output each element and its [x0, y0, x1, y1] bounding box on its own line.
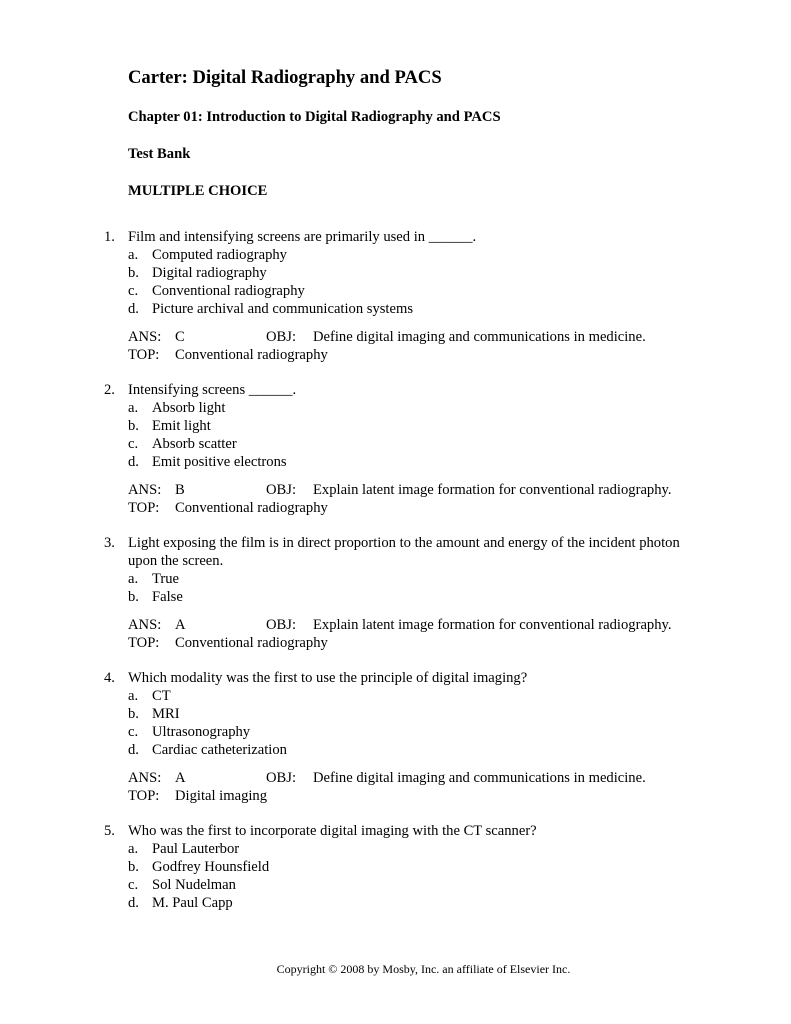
- option-text: Emit light: [152, 418, 211, 434]
- option-c: [0, 282, 791, 300]
- answer-value: C: [175, 329, 185, 345]
- option-text: Absorb light: [152, 400, 226, 416]
- question-text: Who was the first to incorporate digital imaging with the CT scanner?: [128, 823, 537, 839]
- option-letter: b.: [128, 859, 139, 875]
- top-label: TOP:: [128, 500, 160, 516]
- obj-label: OBJ:: [266, 329, 297, 345]
- option-letter: d.: [128, 454, 139, 470]
- option-text: Cardiac catheterization: [152, 742, 287, 758]
- question-text: Light exposing the film is in direct proportion to the amount and energy of the incident photon: [128, 535, 680, 551]
- question-2: [0, 381, 791, 517]
- option-letter: a.: [128, 841, 139, 857]
- topic-value: Digital imaging: [175, 788, 268, 804]
- question-text: Film and intensifying screens are primarily used in ______.: [128, 229, 477, 245]
- answer-value: A: [175, 617, 186, 633]
- option-text: CT: [152, 688, 171, 704]
- option-text: MRI: [152, 706, 180, 722]
- option-text: Picture archival and communication systems: [152, 301, 413, 317]
- option-text: Ultrasonography: [152, 724, 251, 740]
- answer-line: [0, 616, 791, 634]
- question-4: [0, 669, 791, 805]
- option-text: Paul Lauterbor: [152, 841, 240, 857]
- option-letter: c.: [128, 436, 139, 452]
- section-heading: MULTIPLE CHOICE: [128, 183, 268, 199]
- topic-line: [0, 634, 791, 652]
- obj-label: OBJ:: [266, 617, 297, 633]
- option-b: [0, 588, 791, 606]
- option-a: [0, 246, 791, 264]
- option-letter: a.: [128, 688, 139, 704]
- question-1: [0, 228, 791, 364]
- option-text: Computed radiography: [152, 247, 287, 263]
- ans-label: ANS:: [128, 482, 162, 498]
- answer-line: [0, 481, 791, 499]
- objective-value: Define digital imaging and communications in medicine.: [313, 770, 646, 786]
- topic-value: Conventional radiography: [175, 347, 328, 363]
- option-c: [0, 435, 791, 453]
- option-text: Emit positive electrons: [152, 454, 287, 470]
- option-letter: b.: [128, 589, 139, 605]
- answer-value: A: [175, 770, 186, 786]
- objective-value: Define digital imaging and communications in medicine.: [313, 329, 646, 345]
- option-letter: d.: [128, 742, 139, 758]
- option-a: [0, 687, 791, 705]
- top-label: TOP:: [128, 635, 160, 651]
- option-text: Godfrey Hounsfield: [152, 859, 270, 875]
- option-d: [0, 300, 791, 318]
- question-number: 2.: [104, 382, 115, 398]
- ans-label: ANS:: [128, 329, 162, 345]
- option-letter: a.: [128, 400, 139, 416]
- option-letter: b.: [128, 706, 139, 722]
- option-b: [0, 705, 791, 723]
- top-label: TOP:: [128, 788, 160, 804]
- question-3: [0, 534, 791, 652]
- question-number: 4.: [104, 670, 115, 686]
- topic-line: [0, 346, 791, 364]
- objective-value: Explain latent image formation for conventional radiography.: [313, 617, 672, 633]
- topic-value: Conventional radiography: [175, 500, 328, 516]
- ans-label: ANS:: [128, 617, 162, 633]
- option-letter: c.: [128, 724, 139, 740]
- answer-value: B: [175, 482, 185, 498]
- option-text: Sol Nudelman: [152, 877, 236, 893]
- topic-line: [0, 499, 791, 517]
- option-text: Digital radiography: [152, 265, 267, 281]
- option-letter: a.: [128, 247, 139, 263]
- question-text-continued: upon the screen.: [128, 553, 224, 569]
- copyright-footer: Copyright © 2008 by Mosby, Inc. an affiliate of Elsevier Inc.: [276, 962, 571, 976]
- question-number: 1.: [104, 229, 115, 245]
- question-text: Which modality was the first to use the principle of digital imaging?: [128, 670, 528, 686]
- option-b: [0, 417, 791, 435]
- option-text: M. Paul Capp: [152, 895, 233, 911]
- option-b: [0, 858, 791, 876]
- option-letter: d.: [128, 895, 139, 911]
- question-text: Intensifying screens ______.: [128, 382, 297, 398]
- option-a: [0, 399, 791, 417]
- question-number: 3.: [104, 535, 115, 551]
- option-text: Conventional radiography: [152, 283, 305, 299]
- option-letter: c.: [128, 877, 139, 893]
- option-letter: a.: [128, 571, 139, 587]
- option-d: [0, 741, 791, 759]
- option-text: Absorb scatter: [152, 436, 237, 452]
- topic-value: Conventional radiography: [175, 635, 328, 651]
- option-letter: c.: [128, 283, 139, 299]
- option-c: [0, 876, 791, 894]
- obj-label: OBJ:: [266, 482, 297, 498]
- option-a: [0, 840, 791, 858]
- option-letter: b.: [128, 418, 139, 434]
- objective-value: Explain latent image formation for conventional radiography.: [313, 482, 672, 498]
- option-text: True: [152, 571, 180, 587]
- option-a: [0, 570, 791, 588]
- top-label: TOP:: [128, 347, 160, 363]
- option-letter: d.: [128, 301, 139, 317]
- answer-line: [0, 328, 791, 346]
- ans-label: ANS:: [128, 770, 162, 786]
- chapter-heading: Chapter 01: Introduction to Digital Radiography and PACS: [128, 109, 501, 125]
- option-letter: b.: [128, 265, 139, 281]
- question-number: 5.: [104, 823, 115, 839]
- obj-label: OBJ:: [266, 770, 297, 786]
- test-bank-heading: Test Bank: [128, 146, 191, 162]
- option-text: False: [152, 589, 183, 605]
- option-d: [0, 453, 791, 471]
- answer-line: [0, 769, 791, 787]
- option-b: [0, 264, 791, 282]
- question-5: [0, 822, 791, 912]
- option-c: [0, 723, 791, 741]
- document-title: Carter: Digital Radiography and PACS: [128, 67, 442, 88]
- topic-line: [0, 787, 791, 805]
- option-d: [0, 894, 791, 912]
